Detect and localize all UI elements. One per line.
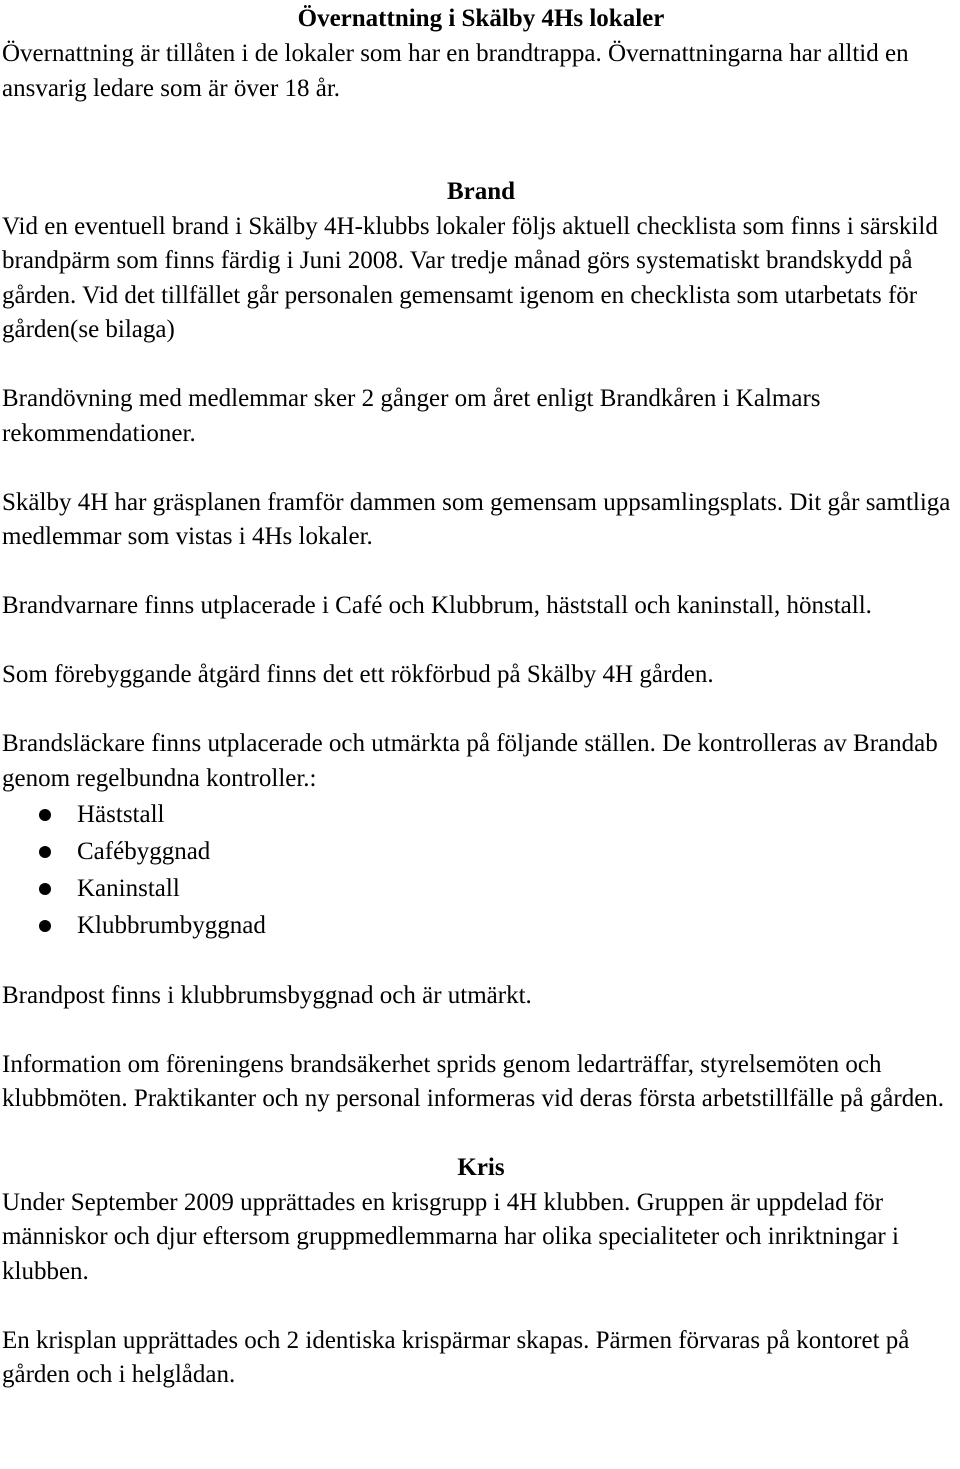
paragraph-uppsamlingsplats: Skälby 4H har gräsplanen framför dammen som gemensam uppsamlingsplats. Dit går samtliga medlemmar som vistas i 4Hs lokaler. <box>2 488 951 550</box>
spacer <box>2 693 960 728</box>
heading-kris: Kris <box>457 1154 505 1181</box>
paragraph-brandslackare: Brandsläckare finns utplacerade och utmärkta på följande ställen. De kontrolleras av Brandab genom regelbundna kontroller.: <box>2 730 938 792</box>
paragraph-brandvarnare: Brandvarnare finns utplacerade i Café och Klubbrum, häststall och kaninstall, hönstall. <box>2 592 872 619</box>
paragraph-overnattning: Övernattning är tillåten i de lokaler som har en brandtrappa. Övernattningarna har alltid en ansvarig ledare som är över 18 år. <box>2 40 909 102</box>
spacer <box>2 451 960 486</box>
spacer <box>2 1289 960 1324</box>
bullet-icon <box>39 846 51 858</box>
bullet-icon <box>39 809 51 821</box>
heading-overnattning: Övernattning i Skälby 4Hs lokaler <box>297 5 665 32</box>
spacer <box>2 944 960 979</box>
paragraph-brandpost: Brandpost finns i klubbrumsbyggnad och är utmärkt. <box>2 981 532 1009</box>
spacer <box>2 555 960 590</box>
paragraph-rokforbud: Som förebyggande åtgärd finns det ett rökförbud på Skälby 4H gården. <box>2 661 714 688</box>
heading-brand: Brand <box>446 178 516 205</box>
list-item: Häststall <box>2 796 960 833</box>
spacer <box>2 1013 960 1048</box>
bullet-icon <box>39 883 51 895</box>
paragraph-brandovning: Brandövning med medlemmar sker 2 gånger om året enligt Brandkåren i Kalmars rekommendationer. <box>2 385 821 447</box>
paragraph-krisplan: En krisplan upprättades och 2 identiska krispärmar skapas. Pärmen förvaras på kontoret på gården och i helglådan. <box>2 1326 910 1388</box>
paragraph-information: Information om föreningens brandsäkerhet sprids genom ledarträffar, styrelsemöten och klubbmöten. Praktikanter och ny personal informeras vid deras första arbetstillfälle på gården. <box>2 1050 945 1112</box>
brandslackare-list <box>2 796 960 944</box>
spacer <box>2 348 960 383</box>
spacer <box>2 106 960 175</box>
bullet-icon <box>39 920 51 932</box>
spacer <box>2 624 960 659</box>
list-item: Cafébyggnad <box>2 833 960 870</box>
list-item: Klubbrumbyggnad <box>2 907 960 944</box>
paragraph-brand-checklist: Vid en eventuell brand i Skälby 4H-klubbs lokaler följs aktuell checklista som finns i särskild brandpärm som finns färdig i Juni 2008. Var tredje månad görs systematiskt brandskydd på gården. Vid det tillfället går personalen gemensamt igenom en checklista som utarbetats för gården(se bilaga) <box>2 212 938 343</box>
paragraph-krisgrupp: Under September 2009 upprättades en krisgrupp i 4H klubben. Gruppen är uppdelad för människor och djur eftersom gruppmedlemmarna har olika specialiteter och inriktningar i klubben. <box>2 1188 899 1285</box>
spacer <box>2 1117 960 1152</box>
list-item: Kaninstall <box>2 870 960 907</box>
